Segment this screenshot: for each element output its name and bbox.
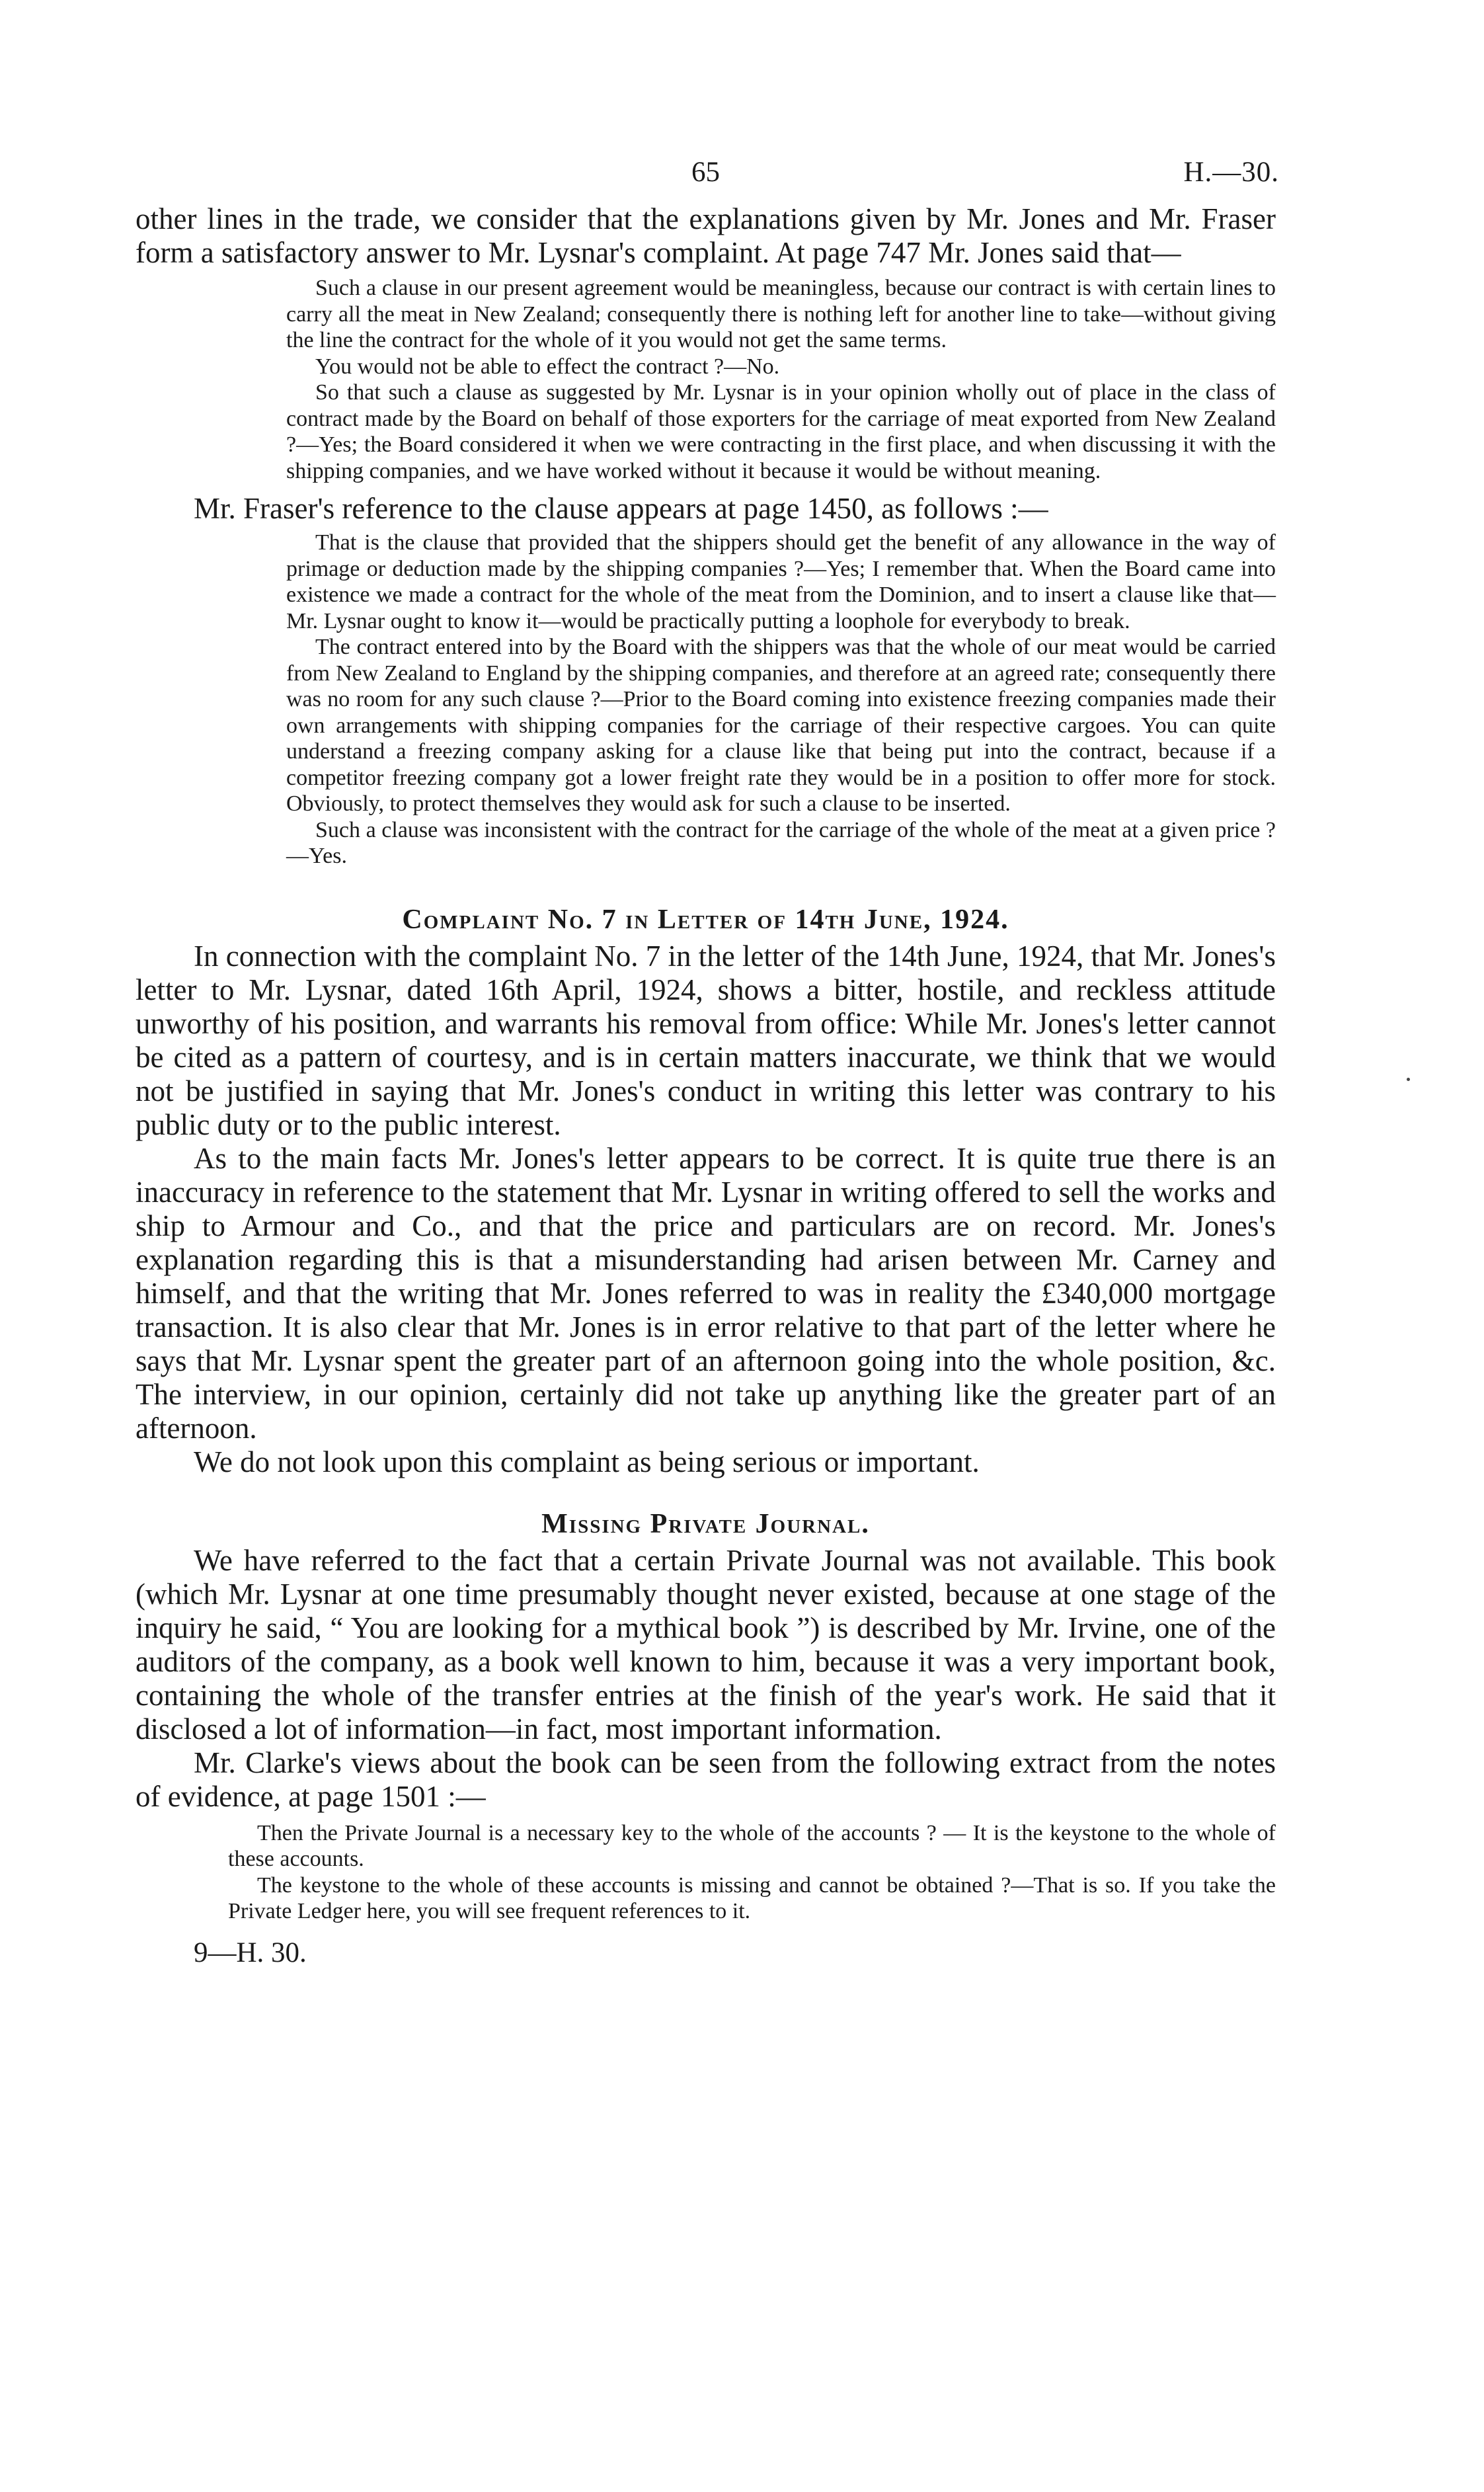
- page-number: 65: [691, 157, 720, 188]
- paragraph-conclusion: We do not look upon this complaint as being serious or important.: [194, 1445, 980, 1478]
- stray-mark: [1407, 1078, 1410, 1081]
- paragraph-continuation: other lines in the trade, we consider that the explanations given by Mr. Jones and Mr. Fraser form a satisfactory answer to Mr. Lysnar's complaint. At page 747 Mr. Jones said that—: [136, 202, 1276, 269]
- quote-line: That is the clause that provided that the shippers should get the benefit of any allowance in the way of primage or deduction made by the shipping companies ?—Yes; I remember that. When the Board came into existence we made a contract for the whole of the meat from the Dominion, and to insert a clause like that—Mr. Lysnar ought to know it—would be practically putting a loophole for everybody to break.: [286, 530, 1276, 633]
- running-head: [136, 156, 1279, 202]
- quote-line: Then the Private Journal is a necessary key to the whole of the accounts ? — It is the keystone to the whole of these accounts.: [228, 1820, 1276, 1871]
- paragraph-complaint-7: In connection with the complaint No. 7 in the letter of the 14th June, 1924, that Mr. Jones's letter to Mr. Lysnar, dated 16th April, 1924, shows a bitter, hostile, and reckless attitude unworthy of his position, and warrants his removal from office: While Mr. Jones's letter cannot be cited as a pattern of courtesy, and is in certain matters inaccurate, we think that we would not be justified in saying that Mr. Jones's conduct in writing this letter was contrary to his public duty or to the public interest.: [136, 939, 1276, 1141]
- paragraph-clarke-views: Mr. Clarke's views about the book can be seen from the following extract from the notes of evidence, at page 1501 :—: [136, 1746, 1276, 1813]
- quote-line: Such a clause in our present agreement would be meaningless, because our contract is with certain lines to carry all the meat in New Zealand; consequently there is nothing left for another line to take—without giving the line the contract for the whole of it you would not get the same terms.: [286, 276, 1276, 352]
- footer-signature: 9—H. 30.: [194, 1937, 307, 1968]
- paragraph-fraser-reference: Mr. Fraser's reference to the clause appears at page 1450, as follows :—: [194, 492, 1048, 525]
- document-page: [136, 156, 1279, 1969]
- quotation-block-fraser: [286, 530, 1276, 869]
- quote-line: Such a clause was inconsistent with the contract for the carriage of the whole of the meat at a given price ?—Yes.: [286, 817, 1276, 868]
- quote-line: So that such a clause as suggested by Mr. Lysnar is in your opinion wholly out of place in the class of contract made by the Board on behalf of those exporters for the carriage of meat exported from New Zealand ?—Yes; the Board considered it when we were contracting in the first place, and when discussing it with the shipping companies, and we have worked without it because it would be without meaning.: [286, 380, 1276, 483]
- quote-line: The keystone to the whole of these accounts is missing and cannot be obtained ?—That is so. If you take the Private Ledger here, you will see frequent references to it.: [228, 1872, 1276, 1923]
- quote-line: The contract entered into by the Board with the shippers was that the whole of our meat would be carried from New Zealand to England by the shipping companies, and therefore at an agreed rate; consequently there was no room for any such clause ?—Prior to the Board coming into existence freezing companies made their own arrangements with shipping companies for the carriage of their respective cargoes. You can quite understand a freezing company asking for a clause like that being put into the contract, because if a competitor freezing company got a lower freight rate they would be in a position to offer more for stock. Obviously, to protect themselves they would ask for such a clause to be inserted.: [286, 635, 1276, 816]
- quote-line: You would not be able to effect the contract ?—No.: [315, 354, 780, 379]
- section-heading-missing-journal: Missing Private Journal.: [541, 1508, 870, 1539]
- section-heading-complaint-7: Complaint No. 7 in Letter of 14th June, 1924.: [402, 904, 1009, 935]
- document-reference: H.—30.: [1183, 157, 1279, 188]
- paragraph-private-journal: We have referred to the fact that a certain Private Journal was not available. This book (which Mr. Lysnar at one time presumably thought never existed, because at one stage of the inquiry he said, “ You are looking for a mythical book ”) is described by Mr. Irvine, one of the auditors of the company, as a book well known to him, because it was a very important book, containing the whole of the transfer entries at the finish of the year's work. He said that it disclosed a lot of information—in fact, most important information.: [136, 1543, 1276, 1746]
- quotation-block-jones: [286, 275, 1276, 484]
- quotation-block-clarke: [228, 1820, 1276, 1925]
- paragraph-main-facts: As to the main facts Mr. Jones's letter appears to be correct. It is quite true there is an inaccuracy in reference to the statement that Mr. Lysnar in writing offered to sell the works and ship to Armour and Co., and that the price and particulars are on record. Mr. Jones's explanation regarding this is that a misunderstanding had arisen between Mr. Carney and himself, and that the writing that Mr. Jones referred to was in reality the £340,000 mortgage transaction. It is also clear that Mr. Jones is in error relative to that part of the letter where he says that Mr. Lysnar spent the greater part of an afternoon going into the whole position, &c. The interview, in our opinion, certainly did not take up anything like the greater part of an afternoon.: [136, 1141, 1276, 1445]
